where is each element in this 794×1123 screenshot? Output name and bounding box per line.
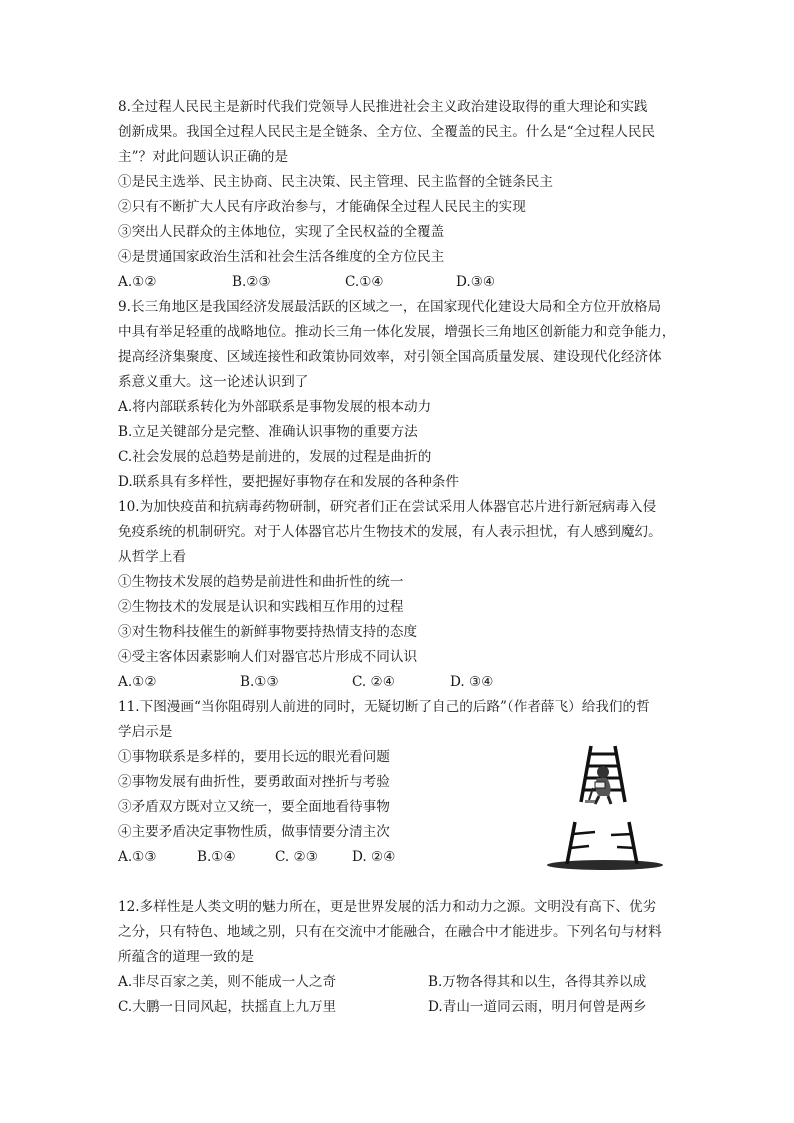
q11-option-c: C. ②③ [275,849,318,865]
q11-item-4: ④主要矛盾决定事物性质，做事情要分清主次 [118,824,390,840]
q8-option-d: D.③④ [456,274,496,290]
q8-item-3: ③突出人民群众的主体地位，实现了全民权益的全覆盖 [118,224,445,240]
q10-option-d: D. ③④ [450,674,494,690]
q10-option-a: A.①② [118,674,157,690]
q10-item-1: ①生物技术发展的趋势是前进性和曲折性的统一 [118,574,404,590]
q9-stem-line-4: 系意义重大。这一论述认识到了 [118,374,309,390]
q9-stem-line-2: 中具有举足轻重的战略地位。推动长三角一体化发展，增强长三角地区创新能力和竞争能力， [118,324,676,340]
q11-option-a: A.①③ [118,849,157,865]
q9-stem-line-3: 提高经济集聚度、区域连接性和政策协同效率，对引领全国高质量发展、建设现代化经济体 [118,349,662,365]
q9-option-a: A.将内部联系转化为外部联系是事物发展的根本动力 [118,399,432,415]
q10-stem-line-3: 从哲学上看 [118,549,186,565]
q11-item-1: ①事物联系是多样的，要用长远的眼光看问题 [118,749,390,765]
q12-stem-line-1: 12.多样性是人类文明的魅力所在，更是世界发展的活力和动力之源。文明没有高下、优劣 [118,899,657,915]
q10-item-4: ④受主客体因素影响人们对器官芯片形成不同认识 [118,649,418,665]
q8-option-a: A.①② [118,274,157,290]
ladder-cartoon-image [545,742,665,870]
q11-stem-line-2: 学启示是 [118,724,173,740]
q12-option-d: D.青山一道同云雨，明月何曾是两乡 [428,999,647,1015]
q12-stem-line-2: 之分，只有特色、地域之别，只有在交流中才能融合，在融合中才能进步。下列名句与材料 [118,924,662,940]
q11-option-b: B.①④ [197,849,236,865]
q8-option-c: C.①④ [345,274,384,290]
q8-option-b: B.②③ [232,274,271,290]
q11-item-2: ②事物发展有曲折性，要勇敢面对挫折与考验 [118,774,390,790]
q10-option-b: B.①③ [240,674,279,690]
q8-stem-line-3: 主”？对此问题认识正确的是 [118,149,289,165]
q12-stem-line-3: 所蕴含的道理一致的是 [118,949,254,965]
q10-stem-line-1: 10.为加快疫苗和抗病毒药物研制，研究者们正在尝试采用人体器官芯片进行新冠病毒入侵 [118,499,657,515]
q10-option-c: C. ②④ [352,674,395,690]
q12-option-a: A.非尽百家之美，则不能成一人之奇 [118,974,337,990]
ladder-cartoon-drawing [545,742,665,870]
q8-stem-line-2: 创新成果。我国全过程人民民主是全链条、全方位、全覆盖的民主。什么是“全过程人民民 [118,124,656,140]
q9-stem-line-1: 9.长三角地区是我国经济发展最活跃的区域之一，在国家现代化建设大局和全方位开放格局 [118,299,662,315]
q12-option-c: C.大鹏一日同风起，扶摇直上九万里 [118,999,337,1015]
q8-stem-line-1: 8.全过程人民民主是新时代我们党领导人民推进社会主义政治建设取得的重大理论和实践 [118,99,648,115]
q9-option-b: B.立足关键部分是完整、准确认识事物的重要方法 [118,424,418,440]
q10-item-3: ③对生物科技催生的新鲜事物要持热情支持的态度 [118,624,418,640]
q8-item-1: ①是民主选举、民主协商、民主决策、民主管理、民主监督的全链条民主 [118,174,553,190]
q8-item-4: ④是贯通国家政治生活和社会生活各维度的全方位民主 [118,249,445,265]
q9-option-d: D.联系具有多样性，要把握好事物存在和发展的各种条件 [118,474,459,490]
q11-stem-line-1: 11.下图漫画“当你阻碍别人前进的同时，无疑切断了自己的后路”（作者薛飞）给我们的哲 [118,699,650,715]
q12-option-b: B.万物各得其和以生，各得其养以成 [428,974,647,990]
q11-option-d: D. ②④ [352,849,396,865]
q8-item-2: ②只有不断扩大人民有序政治参与，才能确保全过程人民民主的实现 [118,199,526,215]
q10-item-2: ②生物技术的发展是认识和实践相互作用的过程 [118,599,404,615]
q10-stem-line-2: 免疫系统的机制研究。对于人体器官芯片生物技术的发展，有人表示担忧，有人感到魔幻。 [118,524,662,540]
q11-item-3: ③矛盾双方既对立又统一，要全面地看待事物 [118,799,390,815]
q9-option-c: C.社会发展的总趋势是前进的，发展的过程是曲折的 [118,449,432,465]
